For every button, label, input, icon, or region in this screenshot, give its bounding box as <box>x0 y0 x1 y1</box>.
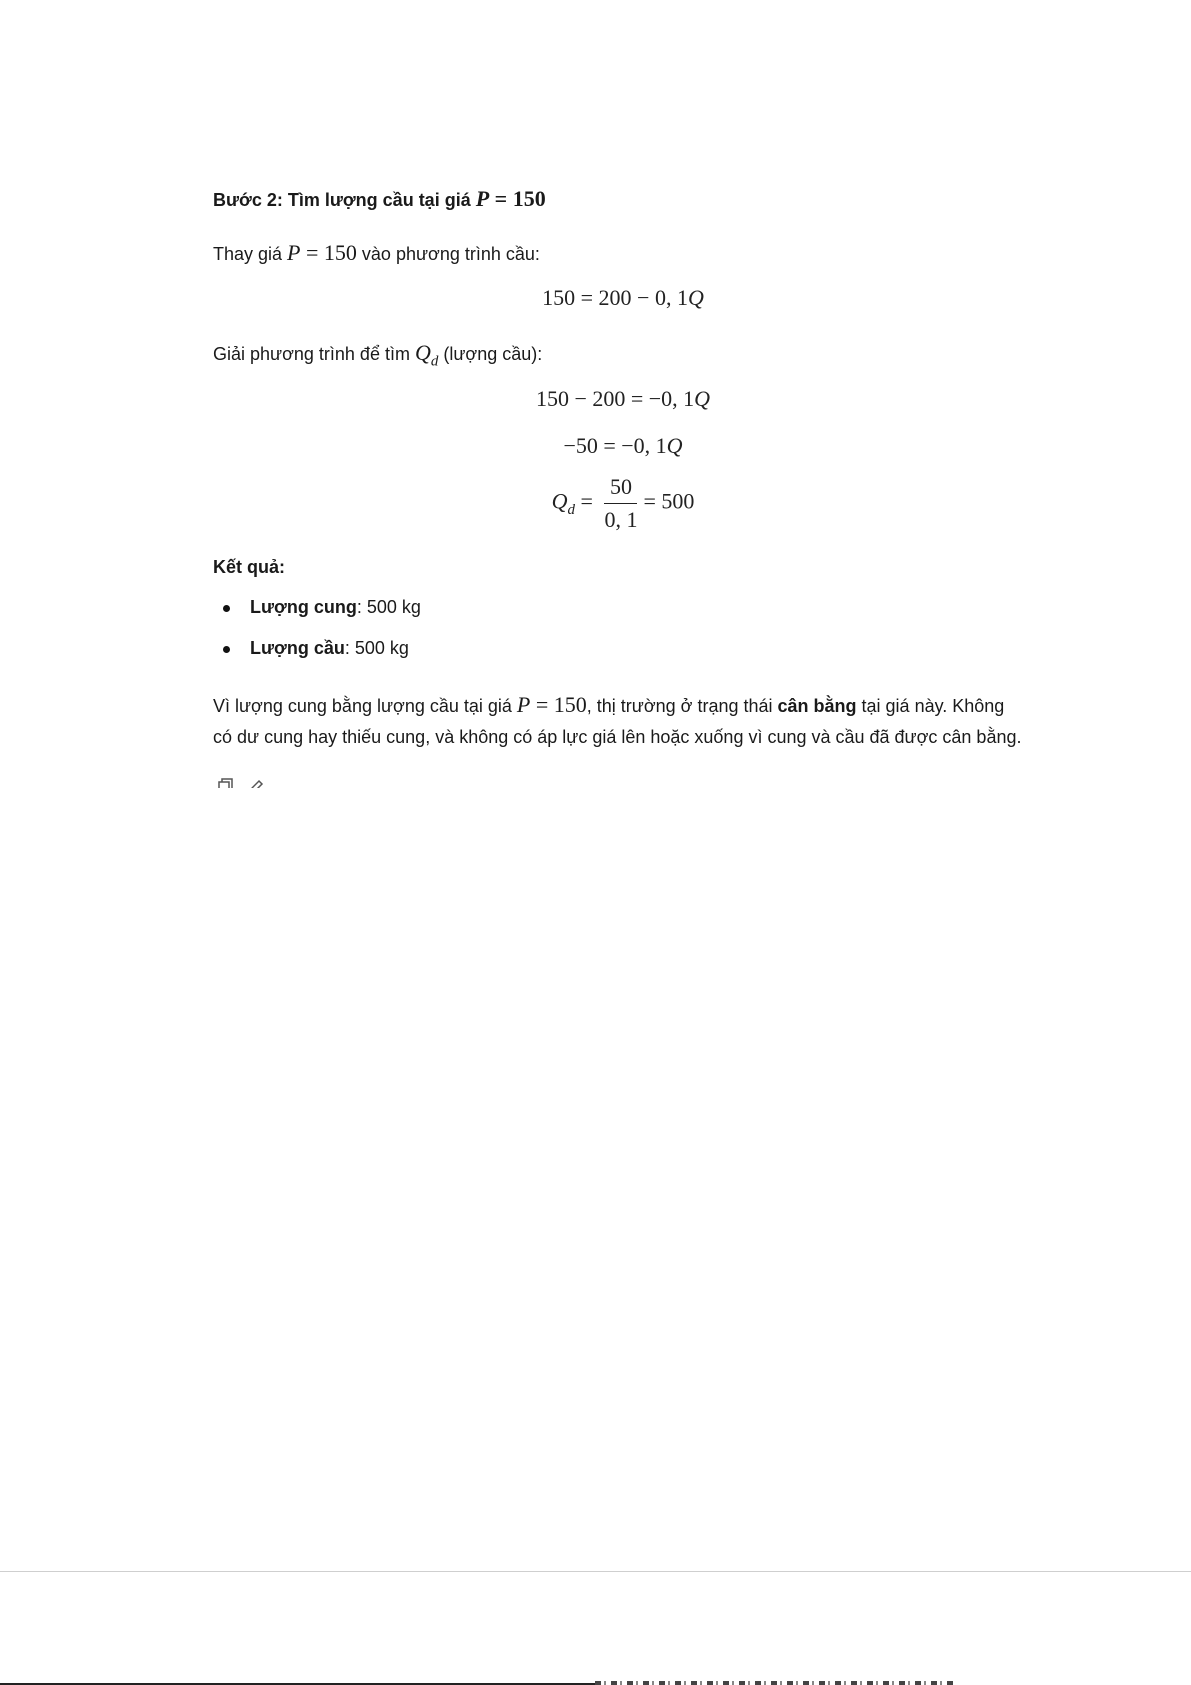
result-heading: Kết quả: <box>213 557 285 577</box>
result-item-label: Lượng cung <box>250 597 357 617</box>
step2-heading <box>213 186 546 212</box>
var-q: Q <box>694 386 711 411</box>
fraction-denominator: 0, 1 <box>604 507 638 532</box>
equation-3 <box>213 433 1033 459</box>
substitute-prefix: Thay giá <box>213 244 288 264</box>
result-item-label: Lượng cầu <box>250 638 345 658</box>
solve-math <box>414 340 439 370</box>
var-p: P <box>287 240 301 265</box>
equation-4-rhs: = 500 <box>643 488 695 514</box>
conclusion-math <box>517 692 587 717</box>
var-q: Q <box>666 433 683 458</box>
fraction-numerator: 50 <box>604 474 637 504</box>
substitute-math <box>287 240 357 265</box>
eq-value: = 150 <box>530 692 587 717</box>
step2-heading-text: Bước 2: Tìm lượng cầu tại giá <box>213 190 476 210</box>
bullet-dot <box>223 605 230 612</box>
copy-icon[interactable] <box>218 778 234 788</box>
eq-value: = 150 <box>489 186 546 211</box>
bullet-dot <box>223 646 230 653</box>
solve-sentence <box>213 340 542 370</box>
edit-icon[interactable] <box>249 778 265 788</box>
solve-suffix: (lượng cầu): <box>438 344 543 364</box>
eq-value: = 150 <box>300 240 357 265</box>
substitute-suffix: vào phương trình cầu: <box>356 244 540 264</box>
conclusion-prefix: Vì lượng cung bằng lượng cầu tại giá <box>213 696 517 716</box>
equation-2 <box>213 386 1033 412</box>
equation-3-body: −50 = −0, 1 <box>563 433 667 458</box>
equation-4 <box>213 474 1033 533</box>
conclusion-line-1 <box>213 692 1004 718</box>
conclusion-suffix: tại giá này. Không <box>856 696 1005 716</box>
substitute-sentence <box>213 240 540 266</box>
var-p: P <box>516 692 531 717</box>
equation-1-body: 150 = 200 − 0, 1 <box>542 285 688 310</box>
equals-sign: = <box>575 488 599 514</box>
page-divider <box>0 1571 1191 1572</box>
result-item-demand <box>250 638 409 659</box>
conclusion-bold: cân bằng <box>777 696 857 716</box>
step2-heading-math <box>476 186 546 211</box>
equation-2-body: 150 − 200 = −0, 1 <box>535 386 695 411</box>
var-q: Q <box>414 340 431 365</box>
conclusion-line-2: có dư cung hay thiếu cung, và không có áp lực giá lên hoặc xuống vì cung và cầu đã được cân bằng. <box>213 727 1022 747</box>
var-q: Q <box>687 285 704 310</box>
subscript-d: d <box>430 353 439 370</box>
conclusion-mid: , thị trường ở trạng thái <box>586 696 778 716</box>
result-item-value: : 500 kg <box>344 638 409 658</box>
var-p: P <box>475 186 490 211</box>
bottom-scan-strip <box>595 1681 955 1685</box>
subscript-d: d <box>567 501 576 518</box>
var-q: Q <box>551 488 568 514</box>
result-item-value: : 500 kg <box>356 597 421 617</box>
equation-1 <box>213 285 1033 311</box>
solve-prefix: Giải phương trình để tìm <box>213 344 415 364</box>
result-item-supply <box>250 597 421 618</box>
fraction <box>604 474 637 533</box>
